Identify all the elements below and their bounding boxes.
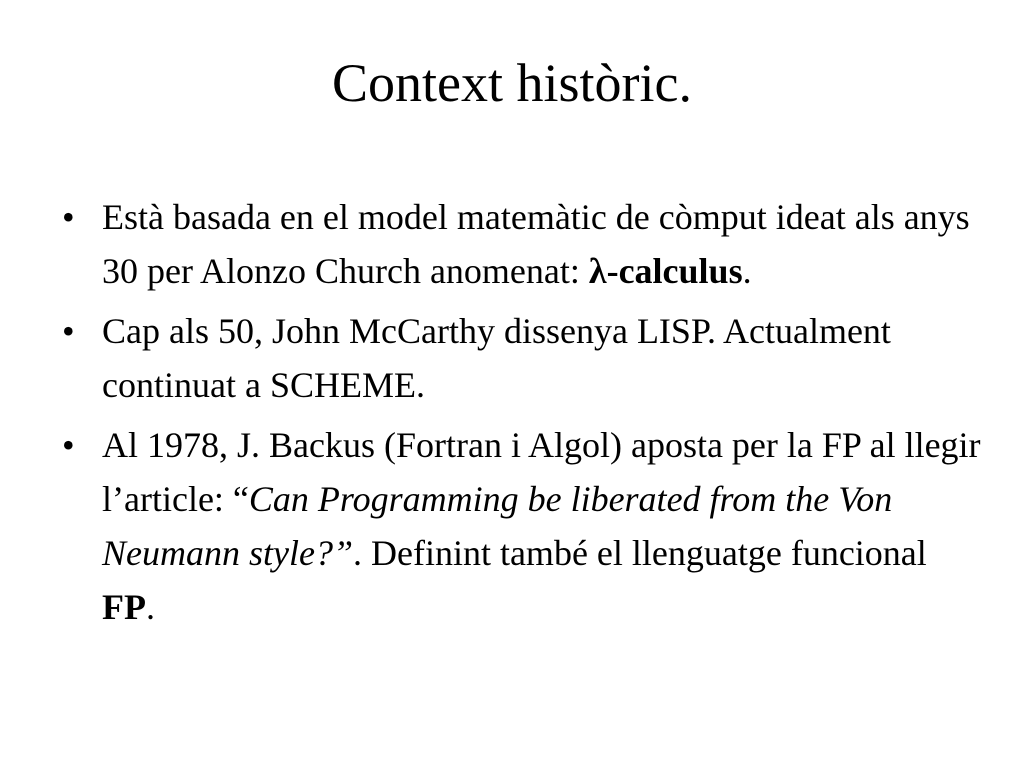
fp-language-term: FP (102, 587, 146, 627)
bullet-3-text-middle: . Definint també el llenguatge funcional (352, 533, 927, 573)
bullet-item-2 (62, 304, 982, 412)
bullet-3-text-start: Al 1978, J. Backus (Fortran i Algol) aposta per la FP al llegir l’article: “ (102, 425, 981, 519)
bullet-item-3 (62, 418, 982, 634)
bullet-icon: • (62, 425, 75, 465)
lambda-calculus-term: λ-calculus (588, 251, 743, 291)
bullet-item-1 (62, 190, 982, 298)
bullet-1-text: Està basada en el model matemàtic de còmput ideat als anys 30 per Alonzo Church anomenat: (102, 197, 970, 291)
bullet-1-punctuation: . (742, 251, 752, 291)
bullet-3-punctuation: . (145, 587, 155, 627)
bullet-list (62, 190, 982, 640)
article-title: Can Programming be liberated from the Von Neumann style?” (102, 479, 893, 573)
bullet-icon: • (62, 311, 75, 351)
bullet-2-text: Cap als 50, John McCarthy dissenya LISP. Actualment continuat a SCHEME. (102, 311, 891, 405)
bullet-icon: • (62, 197, 75, 237)
slide-title: Context històric. (332, 53, 692, 113)
